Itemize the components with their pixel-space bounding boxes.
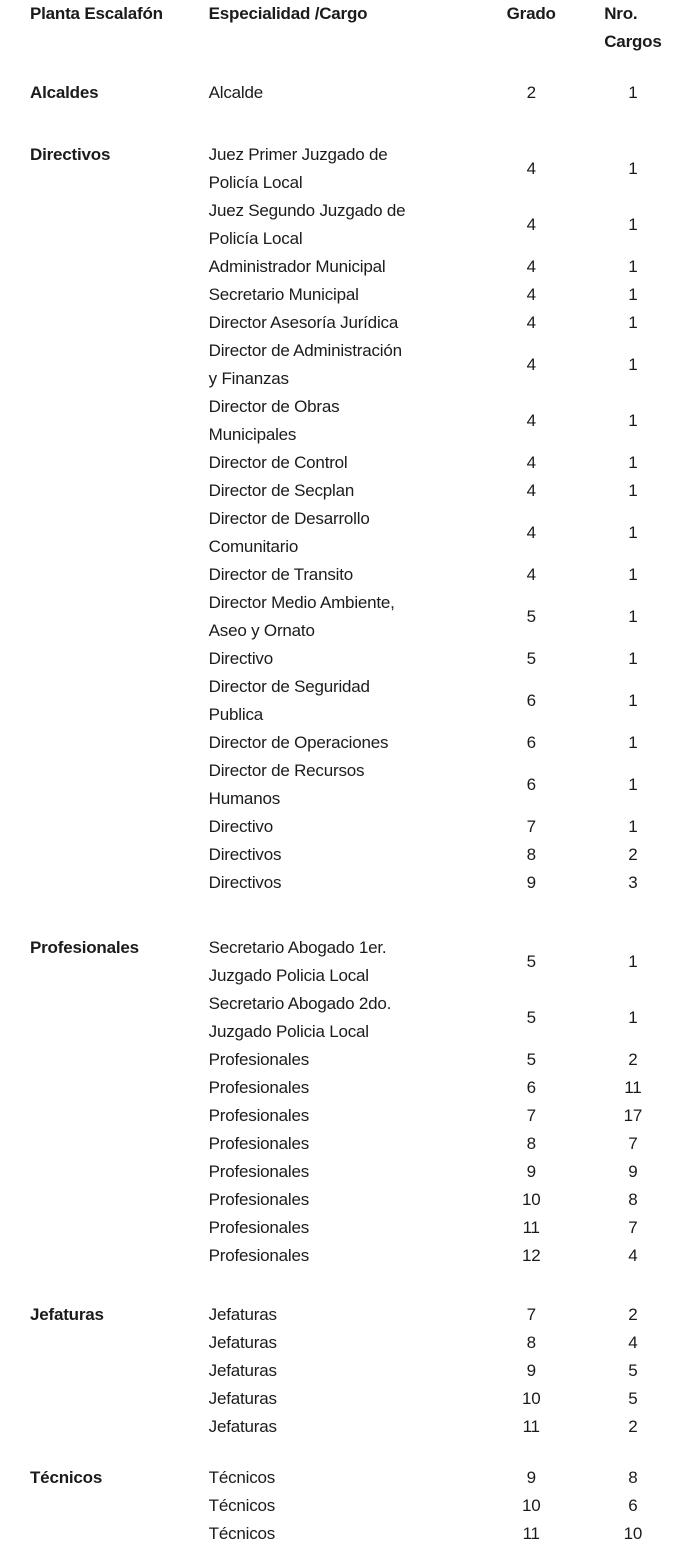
table-row (30, 1242, 690, 1270)
table-row (30, 1214, 690, 1242)
cargo-cell (209, 1385, 487, 1413)
grado-cell: 4 (526, 481, 536, 500)
nro-cargos-cell: 2 (628, 845, 638, 864)
cargo-line: Humanos (208, 789, 280, 808)
nro-cargos-cell: 17 (623, 1106, 643, 1125)
grado-cell: 4 (526, 257, 536, 276)
cargo-line: Juzgado Policia Local (208, 966, 369, 985)
nro-cargos-cell: 11 (624, 1078, 642, 1097)
cargo-cell (209, 645, 487, 673)
planta-escalafon-cell: Alcaldes (30, 83, 99, 102)
planta-escalafon-cell (30, 1357, 209, 1385)
nro-cargos-cell: 1 (628, 733, 638, 752)
nro-cargos-cell: 5 (628, 1361, 638, 1380)
cargo-line: Director de Administración (208, 341, 402, 360)
cargo-line: Profesionales (208, 1134, 310, 1153)
cargo-cell (209, 869, 487, 897)
nro-cargos-cell: 1 (628, 215, 638, 234)
grado-cell: 4 (526, 411, 536, 430)
planta-escalafon-cell (30, 197, 209, 253)
cargo-line: Director de Secplan (208, 481, 355, 500)
grado-cell: 6 (526, 1078, 536, 1097)
table-row (30, 813, 690, 841)
cargo-cell (209, 813, 487, 841)
nro-cargos-cell: 1 (628, 952, 638, 971)
cargo-line: Administrador Municipal (208, 257, 386, 276)
grado-cell: 7 (526, 817, 536, 836)
cargo-cell (209, 477, 487, 505)
grado-cell: 11 (522, 1218, 540, 1237)
nro-cargos-cell: 1 (628, 83, 638, 102)
planta-escalafon-cell (30, 589, 209, 645)
cargo-cell (209, 309, 487, 337)
cargo-cell (209, 449, 487, 477)
cargo-line: Directivo (208, 649, 273, 668)
escalafon-group (30, 1301, 690, 1441)
nro-cargos-cell: 2 (628, 1305, 638, 1324)
table-row (30, 309, 690, 337)
table-row (30, 990, 690, 1046)
grado-cell: 12 (521, 1246, 541, 1265)
cargo-line: Profesionales (208, 1050, 310, 1069)
table-row (30, 1385, 690, 1413)
cargo-line: Director Medio Ambiente, (208, 593, 395, 612)
cargo-cell (209, 673, 487, 729)
planta-escalafon-cell (30, 729, 209, 757)
nro-cargos-cell: 1 (628, 159, 638, 178)
planta-escalafon-cell (30, 1074, 209, 1102)
nro-cargos-cell: 5 (628, 1389, 638, 1408)
cargo-line: Profesionales (208, 1218, 310, 1237)
table-row (30, 645, 690, 673)
table-row (30, 1464, 690, 1492)
cargo-cell (209, 757, 487, 813)
planta-escalafon-cell (30, 281, 209, 309)
cargo-line: Secretario Abogado 1er. (208, 938, 387, 957)
column-header-grado (487, 0, 576, 56)
planta-escalafon-cell (30, 449, 209, 477)
table-row (30, 1329, 690, 1357)
table-row (30, 79, 690, 107)
grado-cell: 10 (521, 1190, 541, 1209)
cargo-line: Director de Operaciones (208, 733, 389, 752)
column-header-grado-label: Grado (506, 4, 556, 23)
table-body (30, 79, 690, 1548)
table-row (30, 561, 690, 589)
planta-escalafon-cell (30, 309, 209, 337)
cargo-line: Policía Local (208, 173, 303, 192)
table-row (30, 393, 690, 449)
table-row (30, 1158, 690, 1186)
cargo-cell (209, 1301, 487, 1329)
table-row (30, 477, 690, 505)
cargo-line: Municipales (208, 425, 297, 444)
table-row (30, 505, 690, 561)
grado-cell: 7 (526, 1305, 536, 1324)
column-header-nro-cargos-label (604, 0, 661, 56)
cargo-line: Directivos (208, 873, 282, 892)
nro-cargos-cell: 1 (628, 649, 638, 668)
table-row (30, 1413, 690, 1441)
cargo-cell (209, 253, 487, 281)
cargo-cell (209, 934, 487, 990)
table-row (30, 673, 690, 729)
cargo-line: Juez Primer Juzgado de (208, 145, 388, 164)
planta-escalafon-cell: Jefaturas (30, 1305, 104, 1324)
cargo-cell (209, 393, 487, 449)
table-row (30, 337, 690, 393)
grado-cell: 7 (526, 1106, 536, 1125)
grado-cell: 5 (526, 952, 536, 971)
nro-cargos-cell: 2 (628, 1417, 638, 1436)
planta-escalafon-cell: Técnicos (30, 1468, 103, 1487)
planta-escalafon-cell (30, 1130, 209, 1158)
planta-escalafon-cell (30, 645, 209, 673)
table-row (30, 757, 690, 813)
cargo-line: Profesionales (208, 1190, 310, 1209)
nro-line: Nro. (604, 4, 638, 23)
planta-escalafon-cell (30, 869, 209, 897)
grado-cell: 9 (526, 1162, 536, 1181)
planta-escalafon-cell (30, 813, 209, 841)
cargo-line: Técnicos (208, 1496, 276, 1515)
cargo-line: Técnicos (208, 1468, 276, 1487)
cargo-line: Comunitario (208, 537, 299, 556)
cargo-line: y Finanzas (208, 369, 289, 388)
nro-cargos-cell: 1 (628, 411, 638, 430)
grado-cell: 11 (522, 1524, 540, 1543)
cargo-line: Juzgado Policia Local (208, 1022, 369, 1041)
cargo-line: Director de Obras (208, 397, 340, 416)
nro-cargos-cell: 8 (628, 1190, 638, 1209)
planta-escalafon-cell (30, 1214, 209, 1242)
grado-cell: 4 (526, 523, 536, 542)
cargo-cell (209, 1357, 487, 1385)
nro-cargos-cell: 7 (628, 1134, 638, 1153)
cargo-line: Publica (208, 705, 263, 724)
grado-cell: 11 (522, 1417, 540, 1436)
grado-cell: 9 (526, 1468, 536, 1487)
cargo-line: Director de Recursos (208, 761, 365, 780)
grado-cell: 2 (526, 83, 536, 102)
cargo-line: Jefaturas (208, 1389, 277, 1408)
nro-cargos-cell: 1 (628, 313, 638, 332)
nro-cargos-cell: 1 (628, 355, 638, 374)
planta-escalafon-cell: Directivos (30, 145, 111, 164)
nro-cargos-cell: 1 (628, 257, 638, 276)
table-row (30, 1492, 690, 1520)
table-row (30, 449, 690, 477)
planta-escalafon-cell (30, 1046, 209, 1074)
table-row (30, 1130, 690, 1158)
cargo-line: Director de Desarrollo (208, 509, 370, 528)
grado-cell: 10 (521, 1389, 541, 1408)
cargo-cell (209, 1464, 487, 1492)
planta-escalafon-cell (30, 561, 209, 589)
grado-cell: 9 (526, 873, 536, 892)
nro-cargos-cell: 3 (628, 873, 638, 892)
table-row (30, 1357, 690, 1385)
grado-cell: 6 (526, 691, 536, 710)
cargo-cell (209, 1074, 487, 1102)
planta-escalafon-cell (30, 337, 209, 393)
table-row (30, 1301, 690, 1329)
cargo-cell (209, 1130, 487, 1158)
grado-cell: 4 (526, 453, 536, 472)
grado-cell: 8 (526, 1333, 536, 1352)
table-row (30, 934, 690, 990)
cargo-cell (209, 281, 487, 309)
cargo-cell (209, 1413, 487, 1441)
cargo-cell (209, 1046, 487, 1074)
planta-escalafon-cell (30, 393, 209, 449)
cargo-cell (209, 990, 487, 1046)
planta-escalafon-cell (30, 477, 209, 505)
nro-cargos-cell: 1 (628, 453, 638, 472)
cargo-line: Policía Local (208, 229, 303, 248)
grado-cell: 4 (526, 285, 536, 304)
escalafon-group (30, 1464, 690, 1548)
grado-cell: 4 (526, 355, 536, 374)
cargo-cell (209, 841, 487, 869)
nro-cargos-cell: 7 (628, 1218, 638, 1237)
cargo-cell (209, 79, 487, 107)
grado-cell: 8 (526, 1134, 536, 1153)
cargo-line: Jefaturas (208, 1361, 277, 1380)
nro-cargos-cell: 1 (628, 1008, 638, 1027)
nro-cargos-cell: 9 (628, 1162, 638, 1181)
cargo-line: Aseo y Ornato (208, 621, 315, 640)
table-row (30, 589, 690, 645)
cargo-line: Jefaturas (208, 1333, 277, 1352)
planta-escalafon-cell (30, 990, 209, 1046)
table-row (30, 869, 690, 897)
cargo-line: Director Asesoría Jurídica (208, 313, 399, 332)
cargo-line: Profesionales (208, 1106, 310, 1125)
cargo-line: Secretario Abogado 2do. (208, 994, 392, 1013)
planta-escalafon-cell (30, 1413, 209, 1441)
nro-cargos-cell: 4 (628, 1246, 638, 1265)
nro-cargos-cell: 1 (628, 285, 638, 304)
cargo-line: Director de Transito (208, 565, 353, 584)
nro-cargos-cell: 1 (628, 817, 638, 836)
table-row (30, 197, 690, 253)
grado-cell: 9 (526, 1361, 536, 1380)
planta-escalafon-cell (30, 673, 209, 729)
grado-cell: 5 (526, 1050, 536, 1069)
cargo-cell (209, 1242, 487, 1270)
cargo-cell (209, 561, 487, 589)
cargo-line: Alcalde (208, 83, 263, 102)
cargo-cell (209, 729, 487, 757)
table-row (30, 1186, 690, 1214)
nro-cargos-cell: 4 (628, 1333, 638, 1352)
cargo-line: Director de Seguridad (208, 677, 370, 696)
escalafon-group (30, 141, 690, 897)
grado-cell: 5 (526, 649, 536, 668)
cargo-line: Profesionales (208, 1078, 310, 1097)
table-row (30, 729, 690, 757)
planta-escalafon-cell (30, 1158, 209, 1186)
planta-escalafon-cell (30, 1492, 209, 1520)
cargo-line: Secretario Municipal (208, 285, 359, 304)
nro-cargos-cell: 6 (628, 1496, 638, 1515)
escalafon-group (30, 934, 690, 1270)
cargo-cell (209, 589, 487, 645)
grado-cell: 5 (526, 1008, 536, 1027)
column-header-planta-escalafon: Planta Escalafón (30, 4, 163, 23)
cargo-cell (209, 141, 487, 197)
table-row (30, 841, 690, 869)
grado-cell: 4 (526, 313, 536, 332)
planta-escalafon-cell (30, 253, 209, 281)
grado-cell: 4 (526, 159, 536, 178)
cargo-cell (209, 505, 487, 561)
table-row (30, 1046, 690, 1074)
escalafon-group (30, 79, 690, 107)
cargo-cell (209, 1158, 487, 1186)
grado-cell: 10 (521, 1496, 541, 1515)
cargo-line: Directivos (208, 845, 282, 864)
table-row (30, 1074, 690, 1102)
planta-escalafon-cell (30, 841, 209, 869)
grado-cell: 8 (526, 845, 536, 864)
grado-cell: 4 (526, 565, 536, 584)
grado-cell: 6 (526, 733, 536, 752)
grado-cell: 6 (526, 775, 536, 794)
planta-escalafon-cell (30, 1329, 209, 1357)
cargo-line: Jefaturas (208, 1417, 277, 1436)
nro-cargos-cell: 10 (623, 1524, 643, 1543)
cargo-line: Juez Segundo Juzgado de (208, 201, 406, 220)
table-row (30, 1102, 690, 1130)
planta-escalafon-cell (30, 1186, 209, 1214)
nro-cargos-cell: 1 (628, 691, 638, 710)
nro-cargos-cell: 8 (628, 1468, 638, 1487)
cargo-cell (209, 337, 487, 393)
column-header-especialidad-cargo: Especialidad /Cargo (208, 4, 368, 23)
nro-cargos-cell: 1 (628, 565, 638, 584)
cargo-cell (209, 1102, 487, 1130)
planta-escalafon-cell (30, 1102, 209, 1130)
nro-cargos-cell: 1 (628, 775, 638, 794)
table-row (30, 141, 690, 197)
cargos-line: Cargos (604, 32, 662, 51)
cargo-line: Profesionales (208, 1162, 310, 1181)
grado-cell: 4 (526, 215, 536, 234)
cargo-line: Profesionales (208, 1246, 310, 1265)
nro-cargos-cell: 2 (628, 1050, 638, 1069)
planta-escalafon-cell (30, 505, 209, 561)
planta-escalafon-cell (30, 757, 209, 813)
planta-escalafon-cell (30, 1242, 209, 1270)
table-row (30, 281, 690, 309)
column-header-nro-cargos (576, 0, 690, 56)
table-row (30, 253, 690, 281)
cargo-cell (209, 1186, 487, 1214)
cargo-cell (209, 1329, 487, 1357)
planta-escalafon-cell: Profesionales (30, 938, 139, 957)
cargo-cell (209, 1492, 487, 1520)
cargo-line: Jefaturas (208, 1305, 277, 1324)
nro-cargos-cell: 1 (628, 523, 638, 542)
planta-escalafon-cell (30, 1385, 209, 1413)
cargo-line: Técnicos (208, 1524, 276, 1543)
nro-cargos-cell: 1 (628, 607, 638, 626)
nro-cargos-cell: 1 (628, 481, 638, 500)
cargo-line: Directivo (208, 817, 273, 836)
cargo-cell (209, 1214, 487, 1242)
table-header (30, 0, 690, 56)
grado-cell: 5 (526, 607, 536, 626)
cargo-cell (209, 197, 487, 253)
cargo-line: Director de Control (208, 453, 348, 472)
